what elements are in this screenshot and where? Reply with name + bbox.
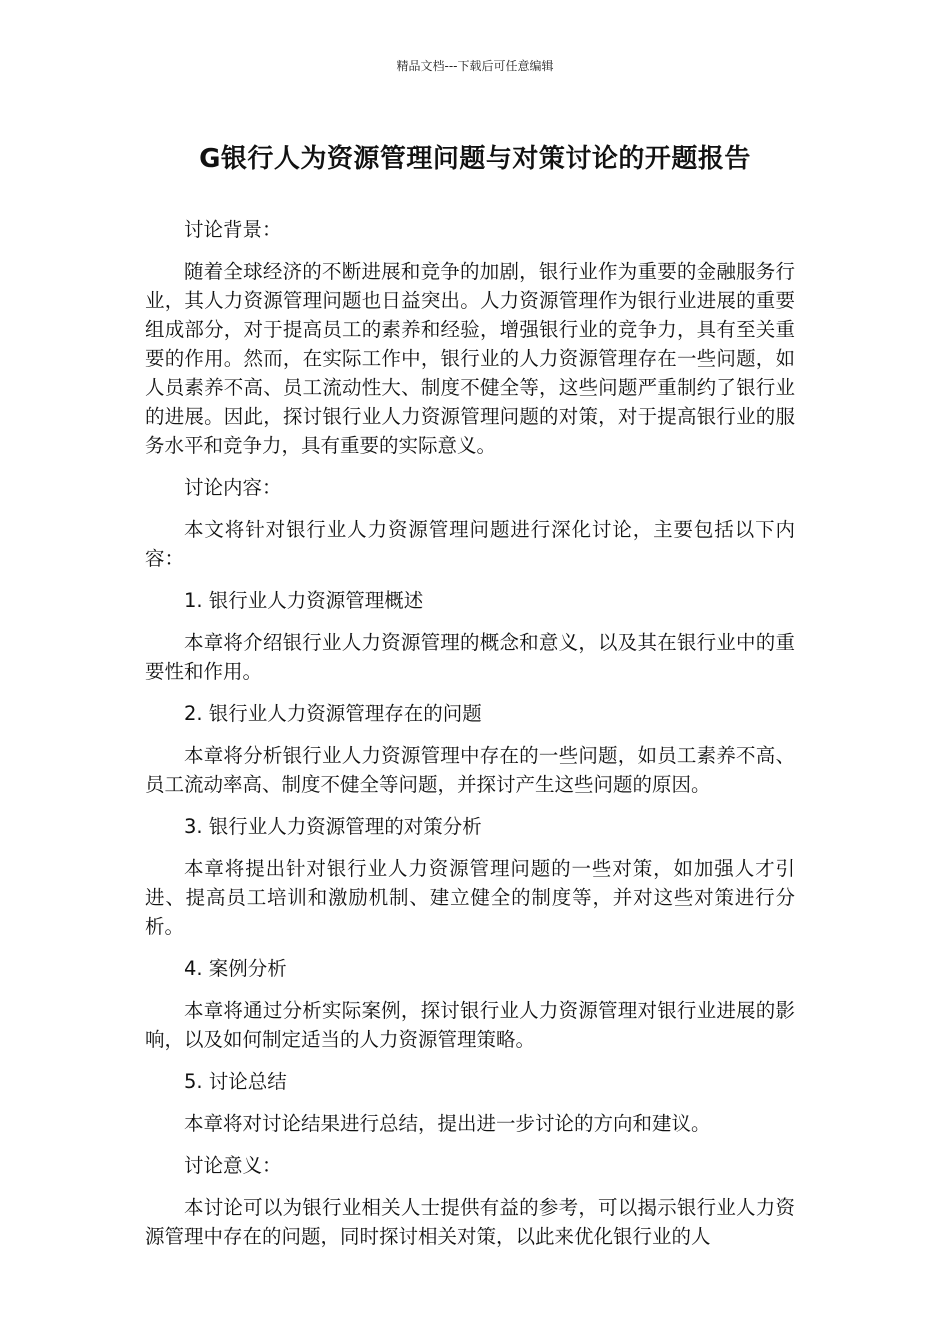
- document-body: [145, 215, 795, 1264]
- item5-paragraph: 本章将对讨论结果进行总结，提出进一步讨论的方向和建议。: [184, 1112, 711, 1135]
- item2-heading: 2. 银行业人力资源管理存在的问题: [184, 702, 482, 725]
- item1-heading: 1. 银行业人力资源管理概述: [184, 589, 424, 612]
- document-title: G银行人为资源管理问题与对策讨论的开题报告: [199, 144, 751, 174]
- item2-paragraph: 本章将分析银行业人力资源管理中存在的一些问题，如员工素养不高、员工流动率高、制度不健全等问题，并探讨产生这些问题的原因。: [145, 744, 795, 796]
- item5-heading: 5. 讨论总结: [184, 1070, 287, 1093]
- content-intro-paragraph: 本文将针对银行业人力资源管理问题进行深化讨论，主要包括以下内容：: [145, 518, 795, 570]
- page-header-note: 精品文档---下载后可任意编辑: [396, 59, 554, 73]
- item4-heading: 4. 案例分析: [184, 957, 287, 980]
- significance-paragraph: 本讨论可以为银行业相关人士提供有益的参考，可以揭示银行业人力资源管理中存在的问题，同时探讨相关对策，以此来优化银行业的人: [145, 1196, 795, 1248]
- item4-paragraph: 本章将通过分析实际案例，探讨银行业人力资源管理对银行业进展的影响，以及如何制定适当的人力资源管理策略。: [145, 999, 795, 1051]
- significance-heading: 讨论意义：: [184, 1154, 282, 1177]
- background-heading: 讨论背景：: [184, 218, 282, 241]
- content-heading: 讨论内容：: [184, 476, 282, 499]
- item3-heading: 3. 银行业人力资源管理的对策分析: [184, 815, 482, 838]
- background-paragraph: 随着全球经济的不断进展和竞争的加剧，银行业作为重要的金融服务行业，其人力资源管理问题也日益突出。人力资源管理作为银行业进展的重要组成部分，对于提高员工的素养和经验，增强银行业的竞争力，具有至关重要的作用。然而，在实际工作中，银行业的人力资源管理存在一些问题，如人员素养不高、员工流动性大、制度不健全等，这些问题严重制约了银行业的进展。因此，探讨银行业人力资源管理问题的对策，对于提高银行业的服务水平和竞争力，具有重要的实际意义。: [145, 260, 795, 457]
- item1-paragraph: 本章将介绍银行业人力资源管理的概念和意义，以及其在银行业中的重要性和作用。: [145, 631, 795, 683]
- item3-paragraph: 本章将提出针对银行业人力资源管理问题的一些对策，如加强人才引进、提高员工培训和激励机制、建立健全的制度等，并对这些对策进行分析。: [145, 857, 795, 938]
